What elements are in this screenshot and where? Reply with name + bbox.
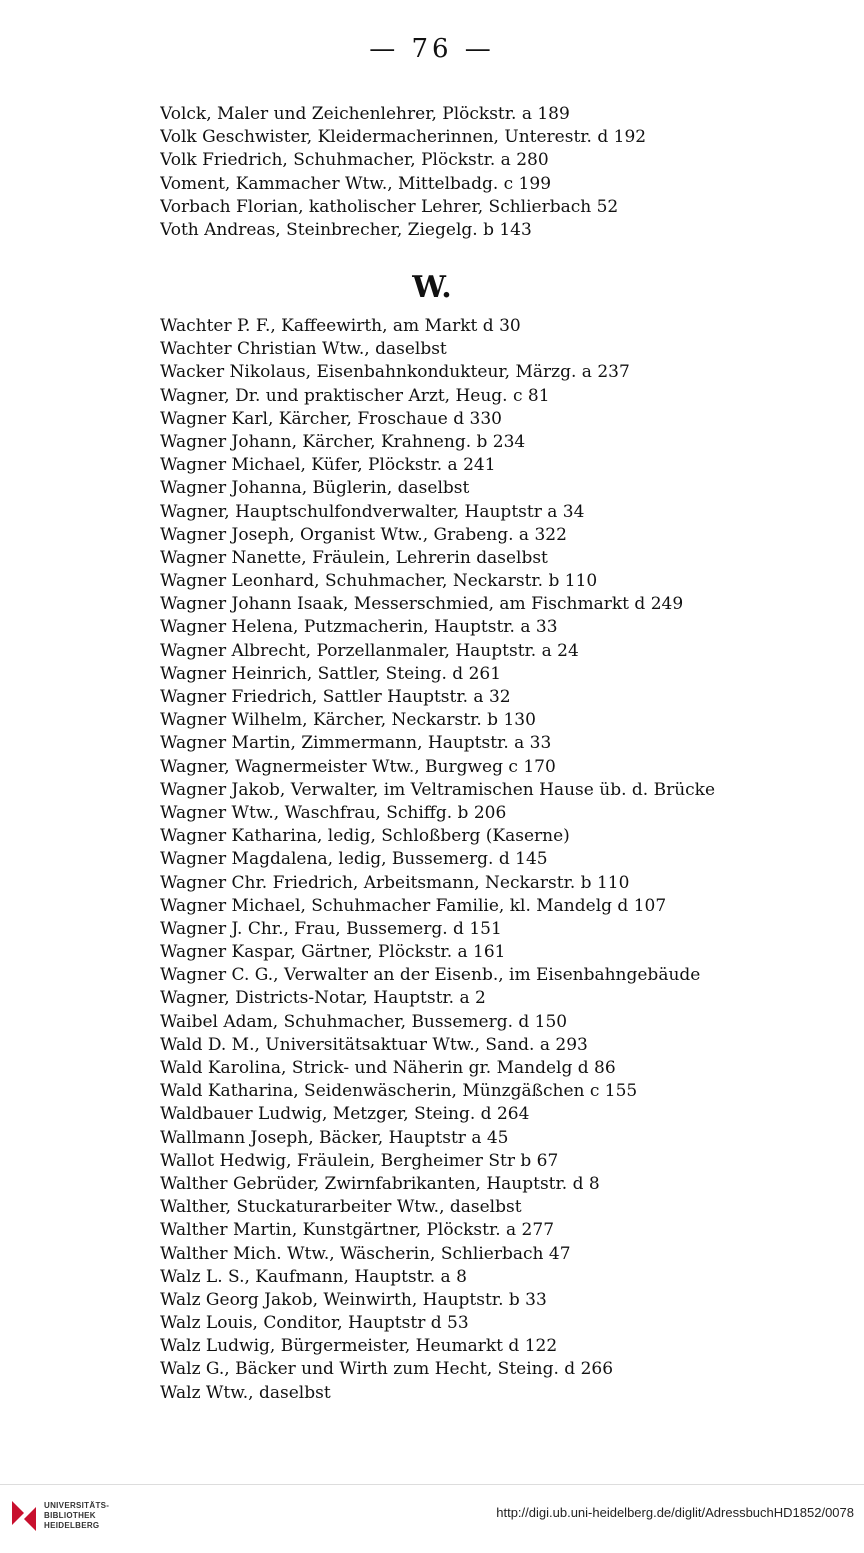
list-item: Wagner Magdalena, ledig, Bussemerg. d 145 (160, 849, 548, 870)
list-item: Wagner Karl, Kärcher, Froschaue d 330 (160, 408, 502, 429)
list-item: Wagner, Hauptschulfondverwalter, Hauptstr a 34 (160, 501, 585, 522)
list-item: Wald D. M., Universitätsaktuar Wtw., Sand. a 293 (160, 1034, 588, 1055)
list-item: Vorbach Florian, katholischer Lehrer, Schlierbach 52 (160, 196, 619, 217)
list-item: Voment, Kammacher Wtw., Mittelbadg. c 199 (160, 173, 552, 194)
list-item: Wagner Johanna, Büglerin, daselbst (160, 478, 470, 499)
list-item: Wagner Johann, Kärcher, Krahneng. b 234 (160, 431, 526, 452)
list-item: Volk Friedrich, Schuhmacher, Plöckstr. a 280 (160, 150, 549, 171)
list-item: Walther Gebrüder, Zwirnfabrikanten, Hauptstr. d 8 (160, 1173, 600, 1194)
list-item: Waldbauer Ludwig, Metzger, Steing. d 264 (160, 1104, 530, 1125)
list-item: Walz Georg Jakob, Weinwirth, Hauptstr. b 33 (160, 1289, 547, 1310)
list-item: Wagner Katharina, ledig, Schloßberg (Kaserne) (160, 826, 570, 847)
list-item: Volk Geschwister, Kleidermacherinnen, Unterestr. d 192 (160, 127, 647, 148)
list-item: Wagner Martin, Zimmermann, Hauptstr. a 33 (160, 733, 552, 754)
list-item: Walz Ludwig, Bürgermeister, Heumarkt d 122 (160, 1336, 558, 1357)
list-item: Wagner Wilhelm, Kärcher, Neckarstr. b 130 (160, 710, 536, 731)
list-item: Walz L. S., Kaufmann, Hauptstr. a 8 (160, 1266, 467, 1287)
list-item: Wagner Johann Isaak, Messerschmied, am Fischmarkt d 249 (160, 594, 684, 615)
list-item: Waibel Adam, Schuhmacher, Bussemerg. d 150 (160, 1011, 568, 1032)
list-item: Wagner Heinrich, Sattler, Steing. d 261 (160, 663, 502, 684)
library-name (44, 1501, 109, 1531)
list-item: Wagner Wtw., Waschfrau, Schiffg. b 206 (160, 802, 507, 823)
list-item: Wagner, Dr. und praktischer Arzt, Heug. c 81 (160, 385, 550, 406)
library-name-line: UNIVERSITÄTS- (44, 1501, 110, 1510)
list-item: Wagner J. Chr., Frau, Bussemerg. d 151 (160, 918, 502, 939)
list-item: Wagner Joseph, Organist Wtw., Grabeng. a 322 (160, 524, 567, 545)
list-item: Wagner, Wagnermeister Wtw., Burgweg c 170 (160, 756, 556, 777)
list-item: Wagner C. G., Verwalter an der Eisenb., im Eisenbahngebäude (160, 965, 701, 986)
library-logo-icon (10, 1499, 38, 1533)
list-item: Wagner Chr. Friedrich, Arbeitsmann, Neckarstr. b 110 (160, 872, 630, 893)
library-name-line: HEIDELBERG (44, 1521, 100, 1530)
source-url-link[interactable]: http://digi.ub.uni-heidelberg.de/diglit/AdressbuchHD1852/0078 (496, 1505, 854, 1520)
library-logo[interactable] (10, 1499, 109, 1533)
list-item: Wallmann Joseph, Bäcker, Hauptstr a 45 (160, 1127, 509, 1148)
directory-list-v (160, 103, 830, 242)
list-item: Wagner, Districts-Notar, Hauptstr. a 2 (160, 988, 486, 1009)
list-item: Wald Karolina, Strick- und Näherin gr. Mandelg d 86 (160, 1058, 616, 1078)
list-item: Wald Katharina, Seidenwäscherin, Münzgäßchen c 155 (160, 1081, 638, 1102)
list-item: Wacker Nikolaus, Eisenbahnkondukteur, Märzg. a 237 (160, 362, 630, 383)
directory-list-w (160, 315, 830, 1405)
list-item: Wachter Christian Wtw., daselbst (160, 339, 447, 360)
list-item: Wagner Michael, Küfer, Plöckstr. a 241 (160, 455, 496, 476)
list-item: Wagner Helena, Putzmacherin, Hauptstr. a 33 (160, 617, 558, 638)
list-item: Wagner Albrecht, Porzellanmaler, Hauptstr. a 24 (160, 640, 579, 661)
list-item: Wagner Friedrich, Sattler Hauptstr. a 32 (160, 687, 511, 707)
list-item: Wachter P. F., Kaffeewirth, am Markt d 30 (160, 316, 521, 336)
list-item: Wallot Hedwig, Fräulein, Bergheimer Str b 67 (160, 1150, 559, 1171)
list-item: Wagner Leonhard, Schuhmacher, Neckarstr. b 110 (160, 571, 598, 592)
list-item: Walther, Stuckaturarbeiter Wtw., daselbst (160, 1197, 522, 1218)
list-item: Wagner Nanette, Fräulein, Lehrerin daselbst (160, 547, 548, 568)
footer-bar (0, 1484, 864, 1553)
page-number: — 76 — (369, 34, 495, 64)
library-name-line: BIBLIOTHEK (44, 1511, 96, 1520)
list-item: Wagner Jakob, Verwalter, im Veltramischen Hause üb. d. Brücke (160, 779, 716, 800)
list-item: Voth Andreas, Steinbrecher, Ziegelg. b 143 (160, 219, 532, 240)
list-item: Wagner Kaspar, Gärtner, Plöckstr. a 161 (160, 942, 506, 963)
list-item: Walz Louis, Conditor, Hauptstr d 53 (160, 1313, 469, 1334)
list-item: Wagner Michael, Schuhmacher Familie, kl. Mandelg d 107 (160, 895, 667, 916)
section-heading: W. (412, 270, 452, 305)
list-item: Walther Mich. Wtw., Wäscherin, Schlierbach 47 (160, 1243, 571, 1264)
list-item: Volck, Maler und Zeichenlehrer, Plöckstr. a 189 (160, 104, 570, 124)
list-item: Walz Wtw., daselbst (160, 1382, 331, 1403)
list-item: Walther Martin, Kunstgärtner, Plöckstr. a 277 (160, 1220, 555, 1241)
list-item: Walz G., Bäcker und Wirth zum Hecht, Steing. d 266 (160, 1359, 614, 1380)
